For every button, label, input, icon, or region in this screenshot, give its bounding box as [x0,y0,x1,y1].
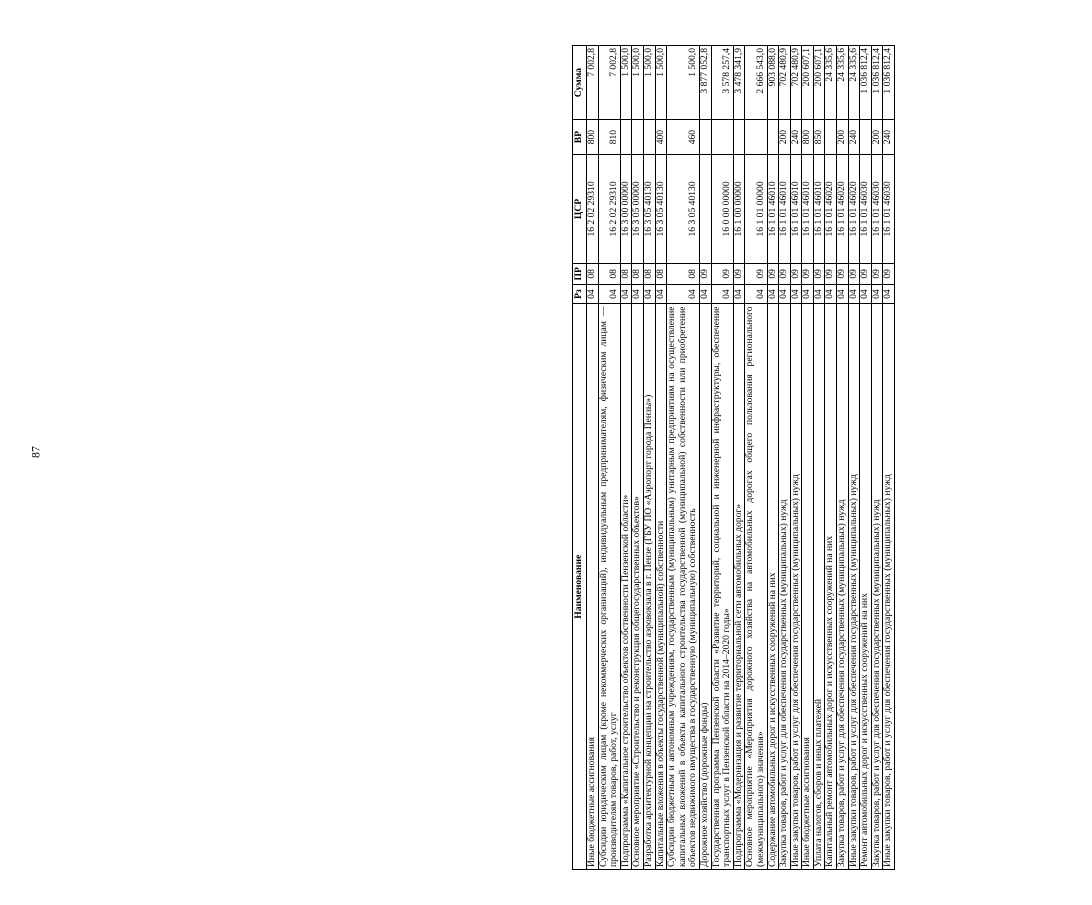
cell-sum: 903 088,0 [767,46,779,120]
cell-sum: 7 002,8 [587,46,599,120]
cell-rz: 04 [620,284,632,304]
page-number: 87 [28,446,43,458]
cell-rz: 04 [643,284,655,304]
cell-pr: 08 [655,263,667,284]
cell-sum: 702 480,9 [790,46,802,120]
cell-rz: 04 [699,284,711,304]
cell-pr: 08 [598,263,620,284]
cell-rz: 04 [767,284,779,304]
header-pr: ПР [573,263,587,284]
cell-name: Иные закупки товаров, работ и услуг для обеспечения государственных (муниципальных) нужд [883,304,895,870]
cell-vr [620,120,632,155]
cell-csr: 16 1 01 46010 [802,154,814,263]
cell-sum: 1 500,0 [620,46,632,120]
cell-name: Иные закупки товаров, работ и услуг для обеспечения государственных (муниципальных) нужд [848,304,860,870]
cell-vr [711,120,733,155]
table-row [643,46,655,870]
table-row [779,46,791,870]
cell-sum: 3 578 257,4 [711,46,733,120]
cell-sum: 1 036 812,4 [871,46,883,120]
cell-vr: 240 [790,120,802,155]
cell-rz: 04 [860,284,872,304]
cell-name: Иные бюджетные ассигнования [587,304,599,870]
table-row [860,46,872,870]
cell-csr: 16 1 01 46020 [848,154,860,263]
cell-rz: 04 [883,284,895,304]
cell-name: Капитальные вложения в объекты государственной (муниципальной) собственности [655,304,667,870]
cell-vr: 240 [848,120,860,155]
cell-pr: 08 [620,263,632,284]
cell-pr: 09 [860,263,872,284]
cell-vr: 800 [802,120,814,155]
cell-csr: 16 1 01 46010 [790,154,802,263]
cell-sum: 1 500,0 [667,46,700,120]
table-row [883,46,895,870]
cell-name: Закупка товаров, работ и услуг для обеспечения государственных (муниципальных) нужд [837,304,849,870]
cell-csr: 16 1 01 46020 [837,154,849,263]
cell-sum: 200 607,1 [802,46,814,120]
cell-rz: 04 [667,284,700,304]
cell-name: Субсидии юридическим лицам (кроме некоммерческих организаций), индивидуальным предпринимателям, физическим лицам — производителям товаров, работ, услуг [598,304,620,870]
cell-sum: 3 478 341,9 [733,46,745,120]
cell-pr: 09 [699,263,711,284]
cell-vr: 200 [871,120,883,155]
table-row [655,46,667,870]
cell-sum: 1 036 812,4 [883,46,895,120]
budget-table [572,45,895,870]
cell-vr: 850 [813,120,825,155]
cell-rz: 04 [779,284,791,304]
cell-csr: 16 1 01 46030 [883,154,895,263]
cell-pr: 09 [779,263,791,284]
header-rz: Рз [573,284,587,304]
cell-rz: 04 [733,284,745,304]
cell-csr: 16 2 02 29310 [587,154,599,263]
cell-pr: 09 [733,263,745,284]
cell-csr: 16 2 02 29310 [598,154,620,263]
table-row [825,46,837,870]
cell-csr: 16 1 01 46010 [767,154,779,263]
cell-pr: 09 [790,263,802,284]
table-row [620,46,632,870]
cell-csr: 16 1 00 00000 [733,154,745,263]
cell-name: Субсидии бюджетным и автономным учреждениям, государственным (муниципальным) унитарным предприятиям на осуществление капитальных вложений в объекты капитального строительства государственной (муниципальной) собственности или приобретение объектов недвижимого имущества в государственную (муниципальную) собственность [667,304,700,870]
cell-csr: 16 1 01 46030 [871,154,883,263]
cell-pr: 09 [802,263,814,284]
table-row [767,46,779,870]
cell-csr: 16 3 00 00000 [620,154,632,263]
cell-vr [632,120,644,155]
cell-rz: 04 [848,284,860,304]
cell-sum: 1 500,0 [643,46,655,120]
cell-csr: 16 3 05 00000 [632,154,644,263]
cell-csr: 16 0 00 00000 [711,154,733,263]
cell-name: Основное мероприятие «Строительство и реконструкция общегосударственных объектов» [632,304,644,870]
header-csr: ЦСР [573,154,587,263]
table-row [790,46,802,870]
table-row [598,46,620,870]
cell-sum: 2 666 543,0 [745,46,767,120]
table-row [733,46,745,870]
table-row [837,46,849,870]
table-row [848,46,860,870]
cell-csr: 16 1 01 00000 [745,154,767,263]
cell-csr: 16 1 01 46020 [825,154,837,263]
cell-name: Дорожное хозяйство (дорожные фонды) [699,304,711,870]
cell-name: Подпрограмма «Модернизация и развитие территориальной сети автомобильных дорог» [733,304,745,870]
rotated-page [572,45,1092,870]
header-name: Наименование [573,304,587,870]
cell-rz: 04 [813,284,825,304]
cell-vr: 200 [837,120,849,155]
header-vr: ВР [573,120,587,155]
table-row [699,46,711,870]
cell-sum: 702 480,9 [779,46,791,120]
cell-vr [860,120,872,155]
header-sum: Сумма [573,46,587,120]
cell-vr: 200 [779,120,791,155]
cell-rz: 04 [837,284,849,304]
cell-vr: 240 [883,120,895,155]
cell-name: Иные закупки товаров, работ и услуг для обеспечения государственных (муниципальных) нужд [790,304,802,870]
cell-csr: 16 3 05 40130 [643,154,655,263]
cell-sum: 24 335,6 [825,46,837,120]
table-row [667,46,700,870]
table-row [632,46,644,870]
cell-pr: 09 [871,263,883,284]
cell-pr: 09 [813,263,825,284]
cell-pr: 09 [767,263,779,284]
cell-name: Закупка товаров, работ и услуг для обеспечения государственных (муниципальных) нужд [871,304,883,870]
cell-csr: 16 1 01 46010 [813,154,825,263]
table-row [802,46,814,870]
cell-name: Закупка товаров, работ и услуг для обеспечения государственных (муниципальных) нужд [779,304,791,870]
cell-sum: 1 500,0 [655,46,667,120]
cell-name: Капитальный ремонт автомобильных дорог и искусственных сооружений на них [825,304,837,870]
cell-sum: 1 500,0 [632,46,644,120]
cell-vr [643,120,655,155]
header-row [573,46,587,870]
cell-rz: 04 [745,284,767,304]
table-row [587,46,599,870]
cell-rz: 04 [825,284,837,304]
cell-vr [767,120,779,155]
cell-vr [825,120,837,155]
cell-vr [733,120,745,155]
cell-rz: 04 [711,284,733,304]
cell-csr: 16 1 01 46030 [860,154,872,263]
cell-name: Ремонт автомобильных дорог и искусственных сооружений на них [860,304,872,870]
cell-pr: 09 [745,263,767,284]
cell-pr: 08 [587,263,599,284]
cell-name: Содержание автомобильных дорог и искусственных сооружений на них [767,304,779,870]
cell-name: Государственная программа Пензенской области «Развитие территорий, социальной и инженерной инфраструктуры, обеспечение транспортных услуг в Пензенской области на 2014–2020 годы» [711,304,733,870]
cell-csr [699,154,711,263]
cell-pr: 09 [837,263,849,284]
cell-name: Подпрограмма «Капитальное строительство объектов собственности Пензенской области» [620,304,632,870]
cell-sum: 24 335,6 [848,46,860,120]
cell-pr: 09 [711,263,733,284]
cell-name: Уплата налогов, сборов и иных платежей [813,304,825,870]
cell-csr: 16 3 05 40130 [667,154,700,263]
cell-pr: 08 [632,263,644,284]
table-row [813,46,825,870]
cell-rz: 04 [790,284,802,304]
cell-name: Иные бюджетные ассигнования [802,304,814,870]
cell-pr: 08 [643,263,655,284]
cell-rz: 04 [802,284,814,304]
table-body [587,46,895,870]
cell-vr: 810 [598,120,620,155]
cell-rz: 04 [632,284,644,304]
cell-csr: 16 3 05 40130 [655,154,667,263]
cell-vr: 460 [667,120,700,155]
cell-rz: 04 [598,284,620,304]
cell-rz: 04 [871,284,883,304]
cell-pr: 09 [825,263,837,284]
cell-pr: 09 [883,263,895,284]
cell-vr [699,120,711,155]
cell-sum: 1 036 812,4 [860,46,872,120]
cell-rz: 04 [655,284,667,304]
cell-vr [745,120,767,155]
cell-name: Основное мероприятие «Мероприятия дорожного хозяйства на автомобильных дорогах общего пользования регионального (межмуниципального) значения» [745,304,767,870]
cell-sum: 24 335,6 [837,46,849,120]
cell-sum: 7 002,8 [598,46,620,120]
cell-name: Разработка архитектурной концепции на строительство аэровокзала в г. Пензе (ГБУ ПО «Аэропорт города Пензы») [643,304,655,870]
cell-vr: 400 [655,120,667,155]
table-row [871,46,883,870]
cell-pr: 09 [848,263,860,284]
table-row [711,46,733,870]
cell-sum: 3 877 052,8 [699,46,711,120]
cell-vr: 800 [587,120,599,155]
cell-sum: 200 607,1 [813,46,825,120]
cell-pr: 08 [667,263,700,284]
cell-csr: 16 1 01 46010 [779,154,791,263]
cell-rz: 04 [587,284,599,304]
table-row [745,46,767,870]
